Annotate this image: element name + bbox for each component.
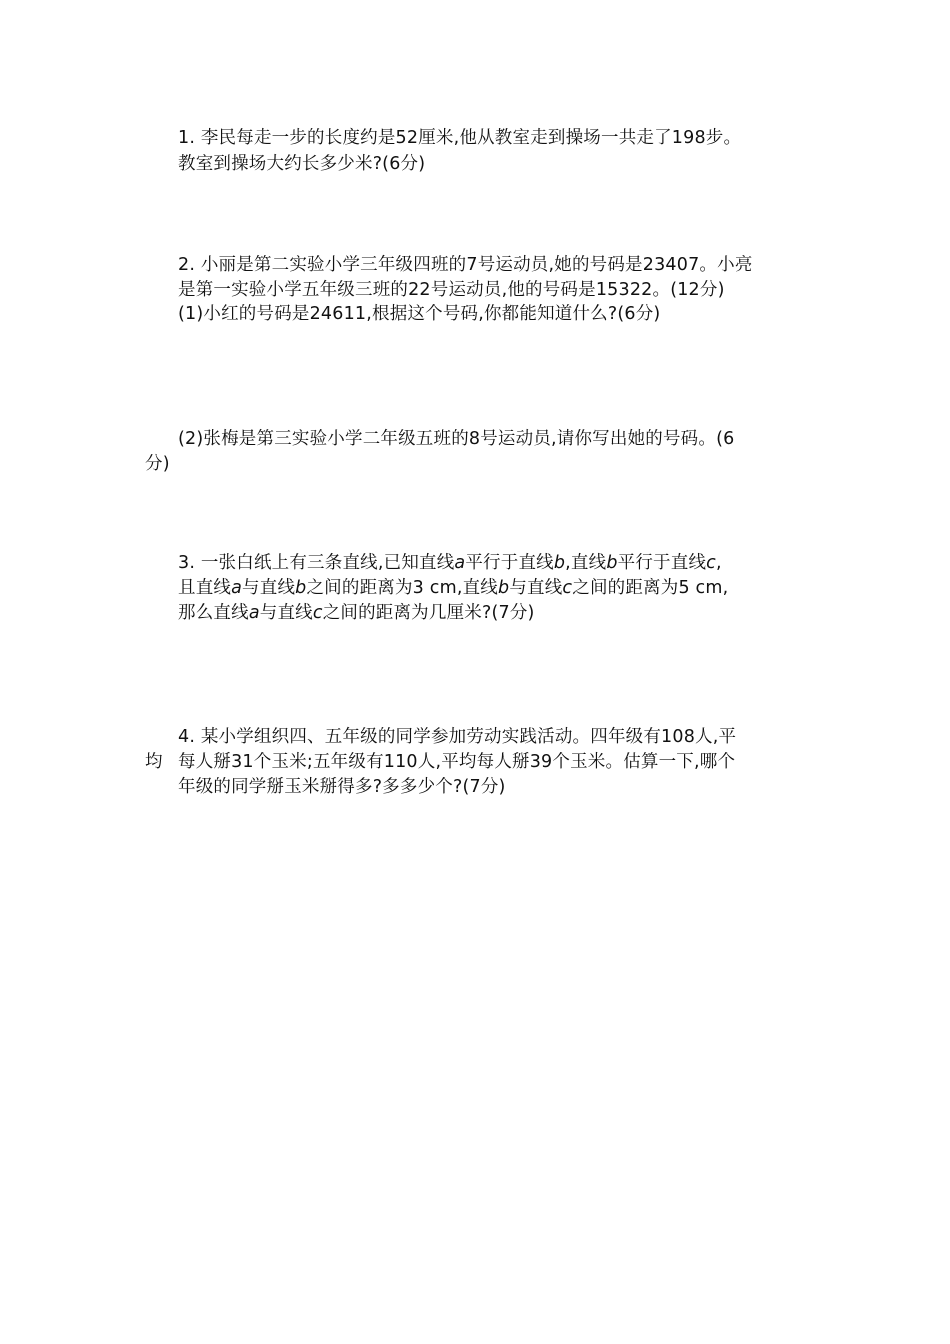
question-2-line-1: 2. 小丽是第二实验小学三年级四班的7号运动员,她的号码是23407。小亮 [178,255,753,275]
question-2-line-2: 是第一实验小学五年级三班的22号运动员,他的号码是15322。(12分) [178,280,725,300]
question-1-line-2: 教室到操场大约长多少米?(6分) [178,154,426,174]
q3-l2-t2: 与直线 [242,578,296,598]
question-4-line-1: 4. 某小学组织四、五年级的同学参加劳动实践活动。四年级有108人,平 [178,727,737,747]
q3-l2-t4: 与直线 [509,578,563,598]
q3-l1-t4: 平行于直线 [617,553,707,573]
q3-l3-t3: 之间的距离为几厘米?(7分) [322,603,535,623]
q3-l1-t5: , [715,553,722,573]
q3-l2-v2: b [295,578,307,598]
q3-l1-t2: 平行于直线 [465,553,554,573]
q3-l1-v1: a [454,553,466,573]
q3-l3-v2: c [312,603,323,623]
q3-l2-t3: 之间的距离为3 cm,直线 [306,578,498,598]
question-3-line-1 [178,552,722,574]
q3-l2-v4: c [562,578,573,598]
question-4-line-3: 年级的同学掰玉米掰得多?多多少个?(7分) [178,777,506,797]
question-3-line-2 [178,577,728,599]
q3-l1-v2: b [553,553,566,573]
question-3-line-3 [178,602,535,624]
question-2-sub-2-line-2: 分) [145,454,170,474]
question-2-sub-1: (1)小红的号码是24611,根据这个号码,你都能知道什么?(6分) [178,304,661,324]
q3-l3-t2: 与直线 [259,603,313,623]
q3-l2-v3: b [498,578,510,598]
q3-l3-v1: a [248,603,260,623]
q3-l3-t1: 那么直线 [178,603,249,623]
q3-l2-t1: 且直线 [178,578,232,598]
question-2-sub-2-line-1: (2)张梅是第三实验小学二年级五班的8号运动员,请你写出她的号码。(6 [178,429,735,449]
q3-l1-v3: b [606,553,618,573]
q3-l1-t3: ,直线 [565,553,607,573]
q3-l2-t5: 之间的距离为5 cm, [572,578,729,598]
question-4-line-2: 每人掰31个玉米;五年级有110人,平均每人掰39个玉米。估算一下,哪个 [178,752,736,772]
question-4-wrap-char: 均 [145,752,163,772]
q3-l1-v4: c [706,553,716,573]
question-1-line-1: 1. 李民每走一步的长度约是52厘米,他从教室走到操场一共走了198步。 [178,128,742,148]
q3-l2-v1: a [231,578,243,598]
q3-l1-t1: 3. 一张白纸上有三条直线,已知直线 [178,553,455,573]
